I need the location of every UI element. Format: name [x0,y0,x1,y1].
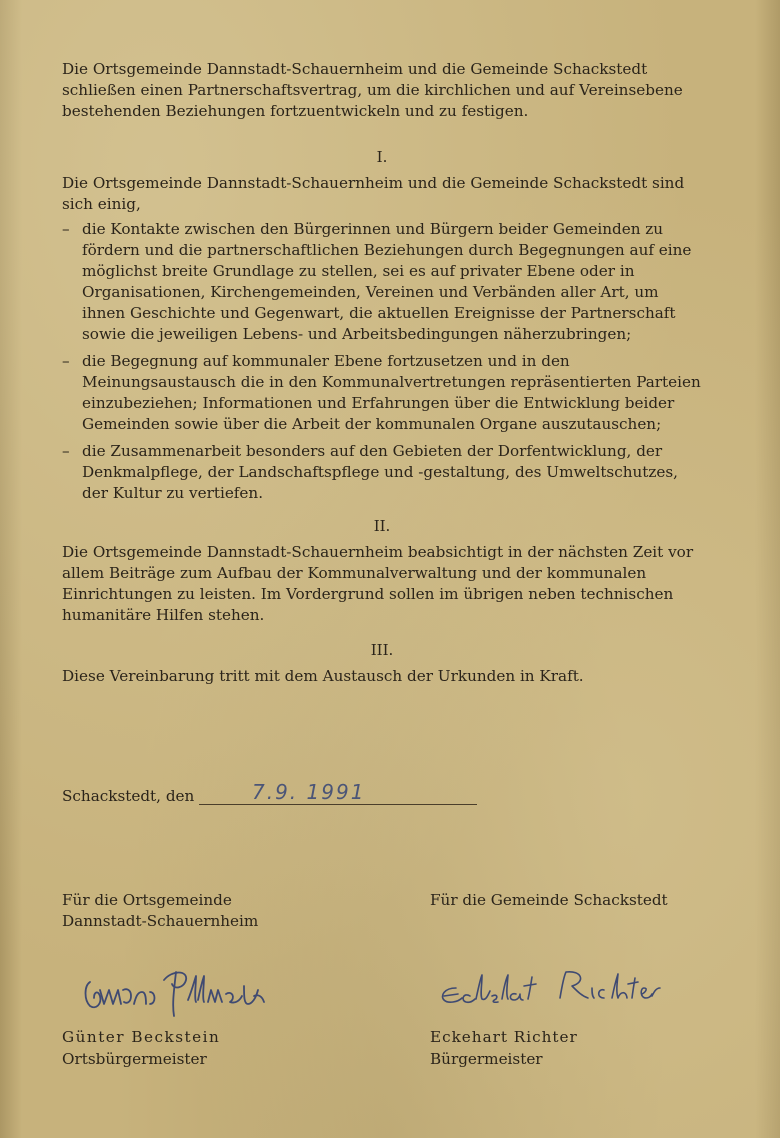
left-signature [76,960,276,1022]
left-org-line-1: Für die Ortsgemeinde [62,891,232,909]
date-line [199,804,477,805]
left-org-line-2: Dannstadt-Schauernheim [62,912,259,930]
section-heading-3: III. [370,641,394,659]
left-signatory-name: Günter Beckstein [62,1028,221,1046]
list-item: – die Zusammenarbeit besonders auf den Gebieten der Dorfentwicklung, der Denkmalpflege, der Landschaftspflege und -gestaltung, des Umweltschutzes, der Kultur zu vertiefen. [62,441,702,504]
section-1-list [62,219,702,504]
list-item: – die Begegnung auf kommunaler Ebene fortzusetzen und in den Meinungsaustausch die in den Kommunalvertretungen repräsentierten Parteien einzubeziehen; Informationen und Erfahrungen über die Entwicklung beider Gemeinden sowie über die Arbeit der kommunalen Organe auszutauschen; [62,351,702,435]
contract-body [62,59,702,687]
intro-paragraph: Die Ortsgemeinde Dannstadt-Schauernheim und die Gemeinde Schackstedt schließen einen Partnerschaftsvertrag, um die kirchlichen und auf Vereinsebene bestehenden Beziehungen fortzuentwickeln und zu festigen. [62,60,683,120]
section-1-lead: Die Ortsgemeinde Dannstadt-Schauernheim und die Gemeinde Schackstedt sind sich einig, [62,174,685,213]
section-3-text: Diese Vereinbarung tritt mit dem Austausch der Urkunden in Kraft. [62,667,584,685]
section-heading-2: II. [373,517,391,535]
place-label: Schackstedt, den [62,787,195,805]
left-signatory-title: Ortsbürgermeister [62,1050,207,1068]
list-item: – die Kontakte zwischen den Bürgerinnen und Bürgern beider Gemeinden zu fördern und die partnerschaftlichen Beziehungen durch Begegnungen auf eine möglichst breite Grundlage zu stellen, sei es auf privater Ebene oder in Organisationen, Kirchengemeinden, Vereinen und Verbänden aller Art, um ihnen Geschichte und Gegenwart, die aktuellen Ereignisse der Partnerschaft sowie die jeweiligen Lebens- und Arbeitsbedingungen näherzubringen; [62,219,702,345]
section-heading-1: I. [376,148,388,166]
right-signatory-title: Bürgermeister [430,1050,543,1068]
section-2-text: Die Ortsgemeinde Dannstadt-Schauernheim beabsichtigt in der nächsten Zeit vor allem Beiträge zum Aufbau der Kommunalverwaltung und der kommunalen Einrichtungen zu leisten. Im Vordergrund sollen im übrigen neben technischen humanitäre Hilfen stehen. [62,543,694,624]
handwritten-date: 7.9. 1991 [252,780,366,804]
right-organisation [430,890,730,911]
right-signature [436,966,676,1016]
right-org-line-1: Für die Gemeinde Schackstedt [430,891,668,909]
left-organisation [62,890,362,932]
right-signatory-name: Eckehart Richter [430,1028,578,1046]
